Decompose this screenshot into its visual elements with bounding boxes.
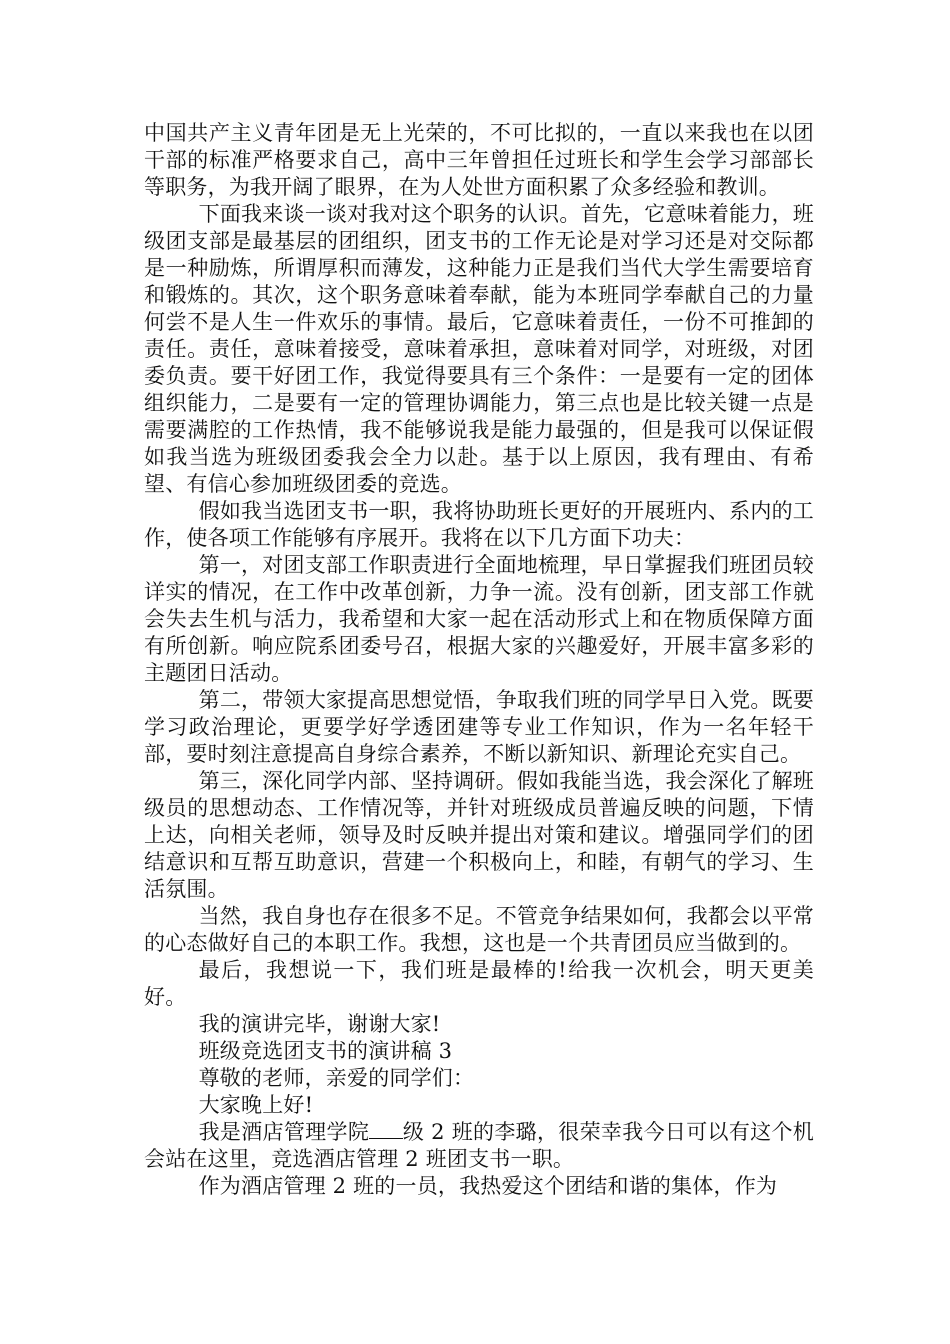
salutation: 尊敬的老师，亲爱的同学们： — [198, 1066, 475, 1090]
paragraph — [144, 1119, 814, 1173]
paragraph: 最后，我想说一下，我们班是最棒的!给我一次机会，明天更美好。 — [144, 958, 814, 1009]
paragraph-text-part: 我是酒店管理学院 — [198, 1120, 370, 1144]
closing-line: 我的演讲完毕，谢谢大家! — [198, 1012, 441, 1036]
paragraph: 作为酒店管理 2 班的一员，我热爱这个团结和谐的集体，作为 — [198, 1174, 778, 1198]
paragraph: 当然，我自身也存在很多不足。不管竞争结果如何，我都会以平常的心态做好自己的本职工作。我想，这也是一个共青团员应当做到的。 — [144, 904, 814, 955]
paragraph: 第三，深化同学内部、坚持调研。假如我能当选，我会深化了解班级员的思想动态、工作情况等，并针对班级成员普遍反映的问题，下情上达，向相关老师，领导及时反映并提出对策和建议。增强同学们的团结意识和互帮互助意识，营建一个积极向上，和睦，有朝气的学习、生活氛围。 — [144, 769, 814, 901]
document-page — [144, 120, 814, 1200]
paragraph: 下面我来谈一谈对我对这个职务的认识。首先，它意味着能力，班级团支部是最基层的团组织，团支书的工作无论是对学习还是对交际都是一种励炼，所谓厚积而薄发，这种能力正是我们当代大学生需要培育和锻炼的。其次，这个职务意味着奉献，能为本班同学奉献自己的力量何尝不是人生一件欢乐的事情。最后，它意味着责任，一份不可推卸的责任。责任，意味着接受，意味着承担，意味着对同学，对班级，对团委负责。要干好团工作，我觉得要具有三个条件：一是要有一定的团体组织能力，二是要有一定的管理协调能力，第三点也是比较关键一点是需要满腔的工作热情，我不能够说我是能力最强的，但是我可以保证假如我当选为班级团委我会全力以赴。基于以上原因，我有理由、有希望、有信心参加班级团委的竞选。 — [144, 202, 814, 496]
paragraph-text-part: 级 2 班的李璐，很荣幸我今日可以有这个机会站在这里，竞选酒店管理 2 班团支书一职。 — [144, 1120, 814, 1171]
section-heading: 班级竞选团支书的演讲稿 3 — [198, 1039, 453, 1063]
paragraph: 假如我当选团支书一职，我将协助班长更好的开展班内、系内的工作，使各项工作能够有序展开。我将在以下几方面下功夫： — [144, 499, 814, 550]
paragraph: 第二，带领大家提高思想觉悟，争取我们班的同学早日入党。既要学习政治理论，更要学好学透团建等专业工作知识，作为一名年轻干部，要时刻注意提高自身综合素养，不断以新知识、新理论充实自己。 — [144, 688, 814, 766]
paragraph: 第一，对团支部工作职责进行全面地梳理，早日掌握我们班团员较详实的情况，在工作中改革创新，力争一流。没有创新，团支部工作就会失去生机与活力，我希望和大家一起在活动形式上和在物质保障方面有所创新。响应院系团委号召，根据大家的兴趣爱好，开展丰富多彩的主题团日活动。 — [144, 553, 814, 685]
fill-in-blank — [369, 1119, 403, 1139]
paragraph: 中国共产主义青年团是无上光荣的，不可比拟的，一直以来我也在以团干部的标准严格要求自己，高中三年曾担任过班长和学生会学习部部长等职务，为我开阔了眼界，在为人处世方面积累了众多经验和教训。 — [144, 121, 814, 199]
greeting: 大家晚上好! — [198, 1093, 314, 1117]
